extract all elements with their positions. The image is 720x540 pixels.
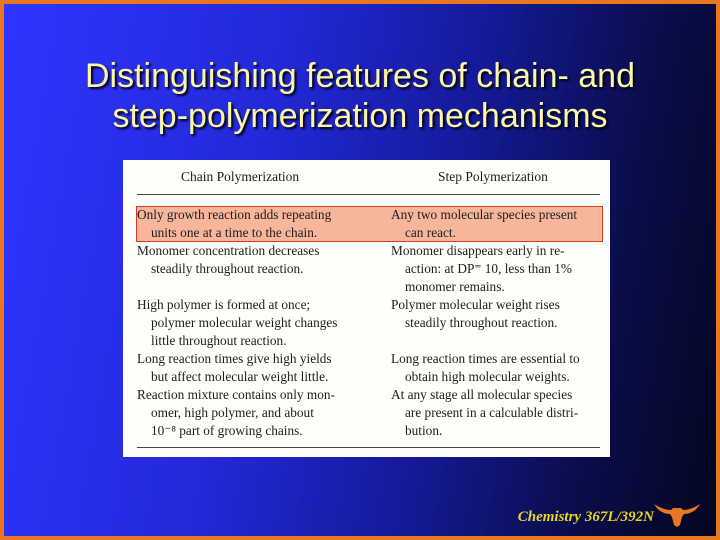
comparison-table-image	[123, 160, 610, 457]
chain-entry	[137, 242, 362, 278]
step-entry	[391, 386, 603, 440]
entry-line: monomer remains.	[405, 279, 505, 294]
entry-line: Any two molecular species present	[391, 207, 578, 222]
entry-line: Reaction mixture contains only mon-	[137, 387, 335, 402]
entry-line: Long reaction times give high yields	[137, 351, 332, 366]
title-line-2: step-polymerization mechanisms	[112, 97, 608, 135]
longhorn-logo-icon	[652, 498, 702, 528]
chain-entry	[137, 206, 362, 242]
header-rule	[137, 194, 600, 195]
entry-line: bution.	[405, 423, 443, 438]
entry-line: but affect molecular weight little.	[151, 369, 329, 384]
step-entry	[391, 350, 603, 386]
entry-line: At any stage all molecular species	[391, 387, 573, 402]
entry-line: units one at a time to the chain.	[151, 225, 318, 240]
entry-line: Long reaction times are essential to	[391, 351, 580, 366]
entry-line: steadily throughout reaction.	[151, 261, 304, 276]
step-entry	[391, 242, 603, 296]
entry-line: Only growth reaction adds repeating	[137, 207, 332, 222]
entry-line: obtain high molecular weights.	[405, 369, 570, 384]
entry-line: little throughout reaction.	[151, 333, 287, 348]
entry-line: polymer molecular weight changes	[151, 315, 338, 330]
step-entry	[391, 206, 603, 242]
chain-entry	[137, 386, 362, 440]
title-line-1: Distinguishing features of chain- and	[85, 57, 635, 95]
entry-line: action: at DP⁼ 10, less than 1%	[405, 261, 572, 276]
entry-line: 10⁻⁸ part of growing chains.	[151, 423, 303, 438]
bottom-rule	[137, 447, 600, 448]
chain-entry	[137, 350, 362, 386]
entry-line: High polymer is formed at once;	[137, 297, 311, 312]
slide-title	[4, 56, 716, 136]
entry-line: Polymer molecular weight rises	[391, 297, 560, 312]
entry-line: Monomer concentration decreases	[137, 243, 320, 258]
entry-line: Monomer disappears early in re-	[391, 243, 565, 258]
entry-line: are present in a calculable distri-	[405, 405, 579, 420]
entry-line: can react.	[405, 225, 456, 240]
header-step-polymerization: Step Polymerization	[438, 169, 548, 184]
entry-line: omer, high polymer, and about	[151, 405, 314, 420]
chain-entry	[137, 296, 362, 350]
step-entry	[391, 296, 603, 332]
header-chain-polymerization: Chain Polymerization	[181, 169, 300, 184]
entry-line: steadily throughout reaction.	[405, 315, 558, 330]
course-footer: Chemistry 367L/392N	[517, 509, 654, 525]
